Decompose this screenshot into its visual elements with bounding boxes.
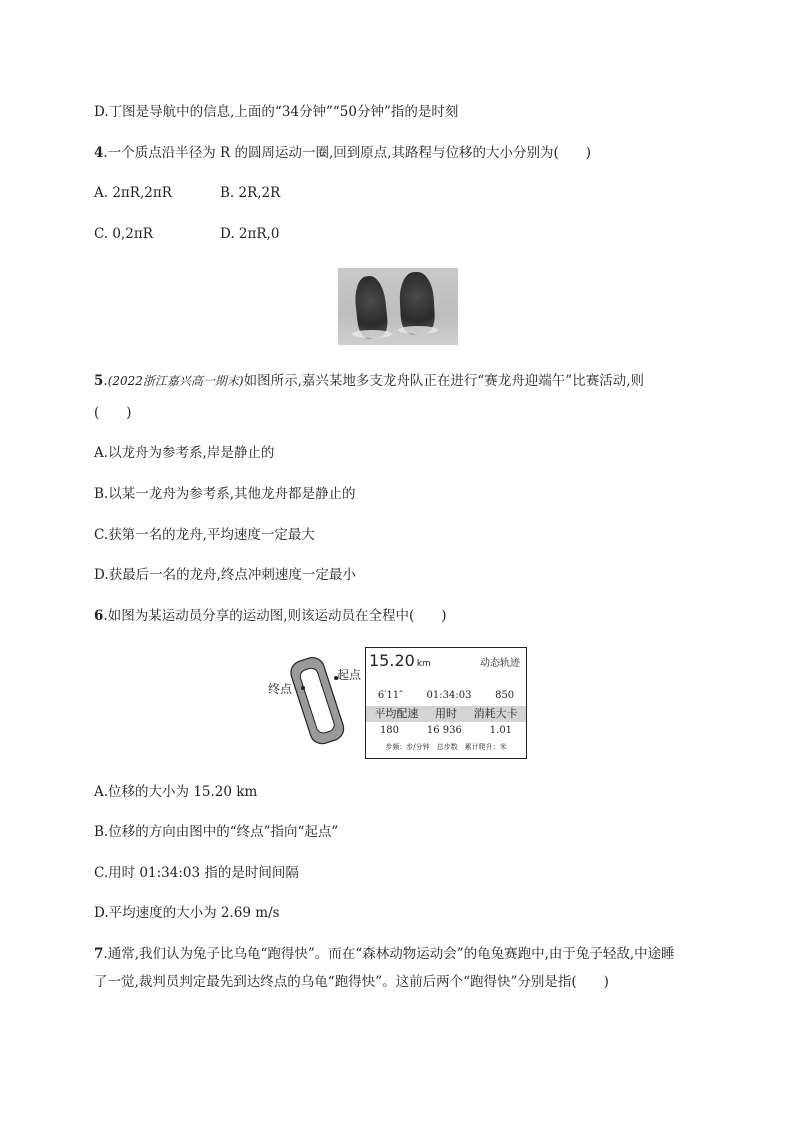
water-spray <box>398 326 438 334</box>
q7-text-1: .通常,我们认为兔子比乌龟“跑得快”。而在“森林动物运动会”的龟兔赛跑中,由于兔子轻敌,中途睡 <box>103 946 675 962</box>
time-value: 01:34:03 <box>426 690 472 701</box>
q5-text: 如图所示,嘉兴某地多支龙舟队正在进行“赛龙舟迎端午”比赛活动,则 <box>243 373 644 389</box>
q5-number: 5 <box>94 373 104 389</box>
q4-text: .一个质点沿半径为 R 的圆周运动一圈,回到原点,其路程与位移的大小分别为( ) <box>103 145 592 161</box>
q4-option-b: B. 2R,2R <box>220 185 281 201</box>
distance-unit: km <box>416 659 431 669</box>
q5-stem: 5.(2022浙江嘉兴高一期末)如图所示,嘉兴某地多支龙舟队正在进行“赛龙舟迎端午”比赛活动,则 <box>94 373 644 389</box>
sports-app-panel <box>365 647 527 759</box>
q5-source: (2022浙江嘉兴高一期末) <box>107 374 244 388</box>
end-point-label: 终点 <box>268 682 293 696</box>
q4-option-c: C. 0,2πR <box>94 226 153 242</box>
distance-value: 15.20 <box>369 651 415 670</box>
q7-stem-line1 <box>94 945 675 963</box>
time-header: 用时 <box>434 707 457 720</box>
q6-text: .如图为某运动员分享的运动图,则该运动员在全程中( ) <box>103 608 447 624</box>
q3-option-d: D.丁图是导航中的信息,上面的“34分钟”“50分钟”指的是时刻 <box>94 104 459 120</box>
calories-header: 消耗大卡 <box>473 707 518 720</box>
q5-option-d: D.获最后一名的龙舟,终点冲刺速度一定最小 <box>94 567 356 583</box>
cadence-value: 180 <box>379 725 400 736</box>
q5-option-c: C.获第一名的龙舟,平均速度一定最大 <box>94 527 315 543</box>
q7-stem-line2: 了一觉,裁判员判定最先到达终点的乌龟“跑得快”。这前后两个“跑得快”分别是指( ) <box>94 974 609 990</box>
q6-option-d: D.平均速度的大小为 2.69 m/s <box>94 905 280 921</box>
q7-number: 7 <box>94 946 104 962</box>
pace-value: 6′11″ <box>377 690 403 701</box>
q5-option-b: B.以某一龙舟为参考系,其他龙舟都是静止的 <box>94 486 356 502</box>
dynamic-track-title: 动态轨迹 <box>480 658 520 669</box>
stats-row-1 <box>366 690 526 701</box>
water-spray <box>352 330 392 338</box>
q4-stem <box>94 144 591 162</box>
q6-option-b: B.位移的方向由图中的“终点”指向“起点” <box>94 824 339 840</box>
q6-stem <box>94 607 447 625</box>
q6-option-a: A.位移的大小为 15.20 km <box>94 784 258 800</box>
stats-footer: 步频：步/分钟 总步数 累计爬升：米 <box>385 743 507 751</box>
track-diagram <box>266 652 366 748</box>
pace-header: 平均配速 <box>374 707 419 720</box>
q5-paren: ( ) <box>94 405 132 421</box>
steps-value: 16 936 <box>426 725 462 736</box>
q6-number: 6 <box>94 608 104 624</box>
q4-option-a: A. 2πR,2πR <box>94 185 172 201</box>
calories-value: 850 <box>495 690 515 701</box>
q5-option-a: A.以龙舟为参考系,岸是静止的 <box>94 445 275 461</box>
q4-option-d: D. 2πR,0 <box>220 226 280 242</box>
distance-readout <box>369 651 431 670</box>
dragon-boat-photo <box>338 268 458 345</box>
climb-value: 1.01 <box>489 725 513 736</box>
q6-option-c: C.用时 01:34:03 指的是时间间隔 <box>94 865 299 881</box>
stats-header-row <box>366 706 526 722</box>
start-point-label: 起点 <box>337 668 362 682</box>
stats-row-2 <box>366 725 526 736</box>
q4-number: 4 <box>94 145 104 161</box>
